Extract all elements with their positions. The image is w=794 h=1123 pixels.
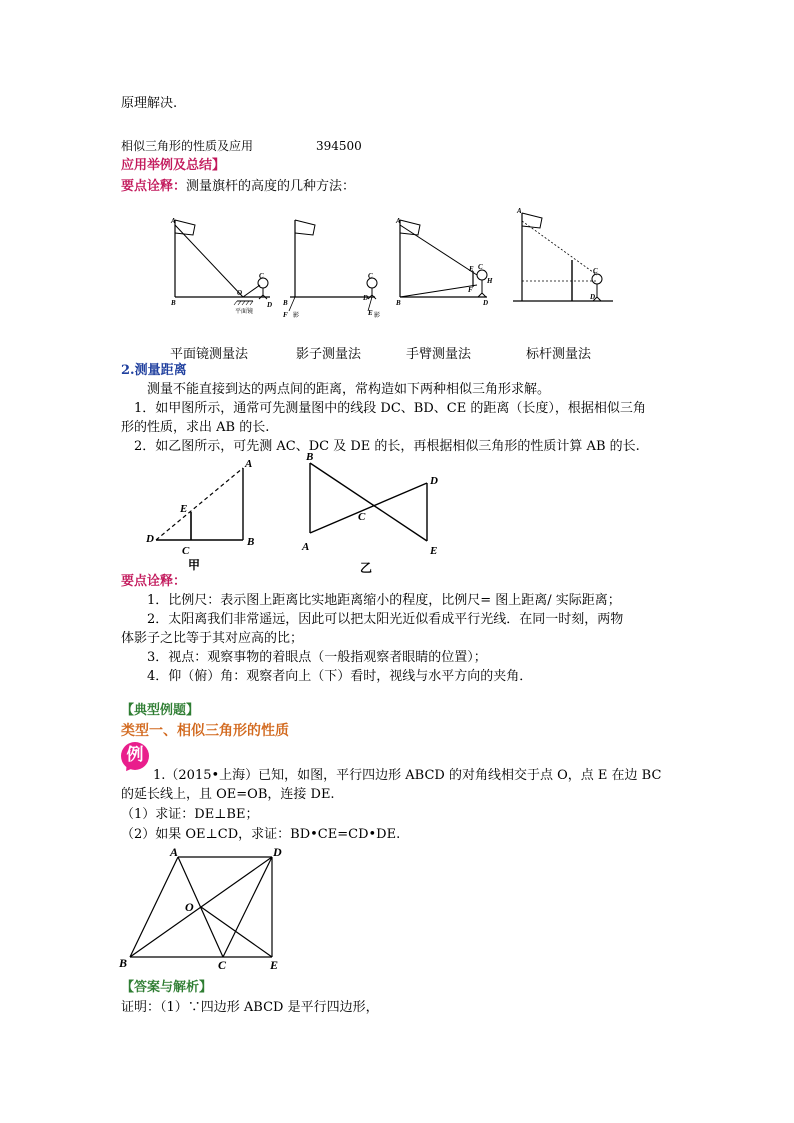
svg-text:F: F: [468, 286, 473, 294]
svg-text:A: A: [171, 217, 176, 225]
svg-text:C: C: [358, 511, 366, 523]
example-badge: 例: [121, 742, 149, 770]
note-2b: 体影子之比等于其对应高的比；: [121, 631, 304, 646]
section2-heading: 2.测量距离: [121, 363, 187, 378]
svg-text:O: O: [237, 289, 243, 297]
caption-pole: 标杆测量法: [526, 347, 592, 362]
method1-line-a: 1．如甲图所示，通常可先测量图中的线段 DC、BD、CE 的距离（长度），根据相似三角: [134, 401, 646, 416]
distance-figures: [140, 448, 460, 578]
svg-text:A: A: [517, 207, 522, 215]
mirror-label: 平面镜: [235, 309, 254, 315]
svg-text:E: E: [270, 958, 279, 972]
key-point-label: 要点诠释：: [121, 179, 187, 194]
method1-line-b: 形的性质，求出 AB 的长.: [121, 420, 270, 435]
svg-text:B: B: [247, 536, 255, 548]
note-4: 4．仰（俯）角：观察者向上（下）看时，视线与水平方向的夹角．: [147, 669, 533, 684]
problem-line-a: 1.（2015•上海）已知，如图，平行四边形 ABCD 的对角线相交于点 O，点 E 在边 BC: [153, 768, 662, 783]
problem-line-b: 的延长线上，且 OE=OB，连接 DE.: [121, 787, 335, 802]
answer-heading: 【答案与解析】: [121, 980, 213, 995]
intro-tail: 原理解决.: [121, 96, 178, 111]
svg-text:A: A: [245, 458, 253, 470]
video-title: 相似三角形的性质及应用: [121, 139, 254, 153]
svg-text:D: D: [273, 845, 282, 859]
svg-text:H: H: [487, 277, 493, 285]
figure-jia: [145, 458, 254, 572]
figure-yi: [301, 451, 438, 575]
arm-method-diagram: [395, 217, 493, 307]
typical-heading: 【典型例题】: [121, 703, 200, 718]
svg-text:B: B: [396, 299, 401, 307]
svg-text:O: O: [185, 900, 194, 914]
caption-arm: 手臂测量法: [406, 347, 472, 362]
svg-text:D: D: [363, 294, 369, 302]
note-2a: 2．太阳离我们非常遥远，因此可以把太阳光近似看成平行光线．在同一时刻，两物: [147, 612, 624, 627]
mirror-method-diagram: [170, 217, 272, 315]
svg-text:D: D: [430, 475, 438, 487]
svg-text:F: F: [283, 311, 288, 319]
key-point-text: 测量旗杆的高度的几种方法：: [186, 179, 356, 194]
svg-text:B: B: [283, 299, 288, 307]
svg-text:B: B: [171, 299, 176, 307]
note-1: 1．比例尺：表示图上距离比实地距离缩小的程度，比例尺= 图上距离/ 实际距离；: [147, 593, 621, 608]
svg-text:E: E: [368, 309, 373, 317]
svg-text:D: D: [483, 299, 489, 307]
pole-method-diagram: [513, 207, 613, 301]
key-point-label-2: 要点诠释：: [121, 574, 187, 589]
problem-q1: （1）求证：DE⊥BE；: [121, 807, 259, 822]
method2-line: 2．如乙图所示，可先测 AC、DC 及 DE 的长，再根据相似三角形的性质计算 AB 的长.: [134, 439, 640, 454]
svg-text:B: B: [119, 956, 128, 970]
shadow-method-diagram: [282, 220, 380, 319]
section2-intro: 测量不能直接到达的两点间的距离，常构造如下两种相似三角形求解。: [147, 382, 551, 397]
key-point-row-1: [121, 178, 355, 196]
svg-text:C: C: [218, 958, 227, 972]
application-heading: 应用举例及总结】: [121, 158, 226, 173]
measurement-methods-figure: [165, 205, 625, 330]
parallelogram-figure: [115, 843, 295, 973]
svg-text:E: E: [469, 265, 474, 273]
type1-heading: 类型一、相似三角形的性质: [121, 723, 289, 739]
svg-text:B: B: [306, 451, 314, 463]
shadow-label-2: 影: [374, 313, 381, 319]
jia-caption: 甲: [188, 558, 201, 572]
svg-text:D: D: [267, 301, 273, 309]
video-id: 394500: [316, 139, 362, 153]
svg-text:A: A: [302, 541, 310, 553]
caption-mirror: 平面镜测量法: [170, 347, 249, 362]
proof-line: 证明：（1）∵四边形 ABCD 是平行四边形，: [121, 1000, 379, 1015]
problem-q2: （2）如果 OE⊥CD，求证：BD•CE=CD•DE.: [121, 827, 401, 842]
svg-text:C: C: [182, 545, 190, 557]
svg-text:E: E: [180, 503, 188, 515]
yi-caption: 乙: [360, 561, 373, 575]
svg-text:C: C: [593, 267, 598, 275]
svg-text:D: D: [590, 293, 596, 301]
svg-text:E: E: [430, 545, 438, 557]
svg-text:C: C: [478, 263, 483, 271]
shadow-label-1: 影: [293, 313, 300, 319]
svg-text:C: C: [368, 272, 373, 280]
svg-text:C: C: [259, 272, 264, 280]
svg-text:A: A: [396, 217, 401, 225]
svg-text:D: D: [146, 533, 154, 545]
svg-text:A: A: [170, 845, 179, 859]
caption-shadow: 影子测量法: [296, 347, 362, 362]
note-3: 3．视点：观察事物的着眼点（一般指观察者眼睛的位置）；: [147, 650, 487, 665]
